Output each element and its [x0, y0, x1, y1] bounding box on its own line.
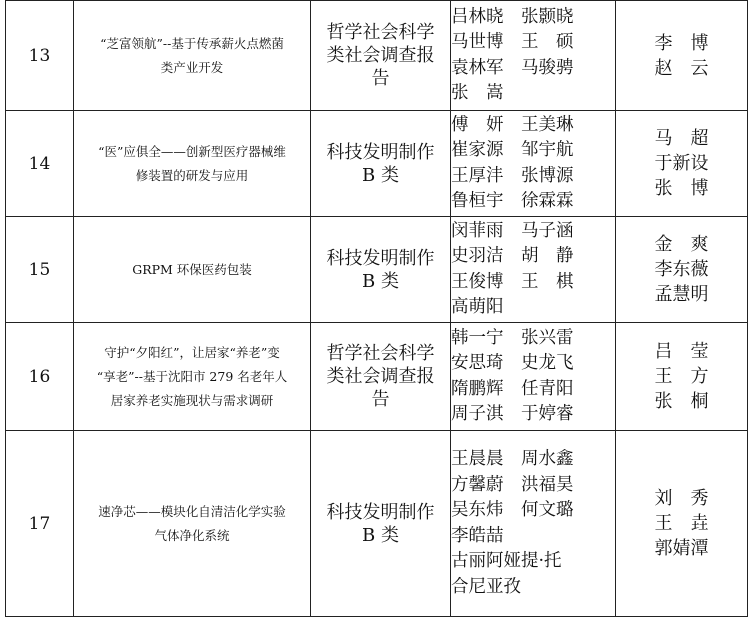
advisors: [616, 1, 748, 111]
project-title: [74, 111, 311, 217]
member-line: 崔家源 邹宇航: [451, 140, 574, 160]
category-line: 类社会调查报: [326, 45, 435, 66]
category-line: 告: [371, 389, 390, 410]
title-line: 修装置的研发与应用: [135, 167, 249, 183]
title-line: 居家养老实施现状与需求调研: [110, 392, 274, 408]
title-line: 气体净化系统: [154, 527, 230, 543]
advisor-name: 李 博: [654, 32, 709, 54]
project-category: [311, 217, 451, 323]
project-category: [311, 323, 451, 431]
title-line: 速净芯——模块化自清洁化学实验: [98, 503, 286, 519]
table-row: [6, 431, 748, 617]
category-line: 科技发明制作: [326, 501, 435, 523]
category-line: 告: [371, 68, 390, 89]
member-line: 史羽洁 胡 静: [451, 246, 574, 266]
project-title: [74, 217, 311, 323]
project-category: [311, 1, 451, 111]
advisor-name: 金 爽: [654, 234, 709, 255]
project-title: [74, 431, 311, 617]
project-category: [311, 431, 451, 617]
team-members: [451, 323, 616, 431]
member-line: 袁林军 马骏骋: [451, 57, 574, 78]
row-number: 16: [6, 323, 74, 431]
advisor-name: 王 垚: [654, 513, 709, 534]
title-line: “医”应俱全——创新型医疗器械维: [98, 143, 286, 159]
team-members: [451, 217, 616, 323]
advisor-name: 刘 秀: [654, 488, 709, 509]
member-line: 马世博 王 硕: [451, 32, 574, 52]
category-line: B 类: [362, 164, 399, 186]
advisor-name: 郭婧潭: [654, 538, 709, 559]
category-line: B 类: [362, 270, 399, 292]
advisors: [616, 111, 748, 217]
table-row: [6, 323, 748, 431]
member-line: 古丽阿娅提·托: [451, 551, 562, 571]
category-line: 科技发明制作: [326, 141, 435, 163]
row-number: 15: [6, 217, 74, 323]
advisor-name: 张 博: [654, 178, 709, 199]
member-line: 吴东炜 何文璐: [451, 500, 574, 520]
member-line: 王俊博 王 棋: [451, 271, 574, 292]
title-line: GRPM 环保医药包装: [132, 261, 252, 277]
row-number: 14: [6, 111, 74, 217]
awards-table: [5, 0, 748, 617]
row-number: 13: [6, 1, 74, 111]
advisors: [616, 431, 748, 617]
project-category: [311, 111, 451, 217]
member-line: 方馨蔚 洪福昊: [451, 474, 574, 495]
title-line: 类产业开发: [160, 59, 224, 75]
title-line: “芝富领航”--基于传承薪火点燃菌: [100, 35, 284, 51]
category-line: 类社会调查报: [326, 366, 435, 387]
member-line: 吕林晓 张颢晓: [451, 6, 574, 27]
member-line: 王晨晨 周水鑫: [451, 449, 574, 469]
member-line: 隋鹏辉 任青阳: [451, 378, 574, 399]
advisor-name: 吕 莹: [654, 341, 709, 362]
member-line: 合尼亚孜: [451, 576, 521, 597]
member-line: 张 嵩: [451, 83, 504, 103]
member-line: 鲁桓宇 徐霖霖: [451, 191, 574, 211]
advisor-name: 李东薇: [654, 259, 709, 280]
advisors: [616, 323, 748, 431]
member-line: 王厚沣 张博源: [451, 165, 574, 186]
advisor-name: 于新设: [654, 153, 709, 174]
advisor-name: 孟慧明: [654, 284, 709, 305]
advisor-name: 赵 云: [654, 57, 709, 79]
advisor-name: 张 桐: [654, 391, 709, 412]
category-line: B 类: [362, 524, 399, 546]
member-line: 闵菲雨 马子涵: [451, 220, 574, 241]
member-line: 韩一宁 张兴雷: [451, 327, 574, 348]
title-line: 守护“夕阳红”，让居家“养老”变: [104, 344, 280, 360]
title-line: “享老”--基于沈阳市 279 名老年人: [96, 368, 288, 384]
advisors: [616, 217, 748, 323]
advisor-name: 马 超: [654, 128, 709, 149]
category-line: 哲学社会科学: [326, 343, 435, 364]
advisor-name: 王 方: [654, 366, 709, 387]
project-title: [74, 323, 311, 431]
table-row: [6, 111, 748, 217]
member-line: 周子淇 于婷睿: [451, 404, 574, 424]
member-line: 傅 妍 王美琳: [451, 114, 574, 135]
table-row: [6, 1, 748, 111]
team-members: [451, 111, 616, 217]
team-members: [451, 1, 616, 111]
category-line: 哲学社会科学: [326, 22, 435, 43]
member-line: 安思琦 史龙飞: [451, 353, 574, 373]
member-line: 高萌阳: [451, 297, 504, 317]
table-row: [6, 217, 748, 323]
category-line: 科技发明制作: [326, 247, 435, 269]
row-number: 17: [6, 431, 74, 617]
project-title: [74, 1, 311, 111]
team-members: [451, 431, 616, 617]
member-line: 李皓喆: [451, 525, 504, 546]
